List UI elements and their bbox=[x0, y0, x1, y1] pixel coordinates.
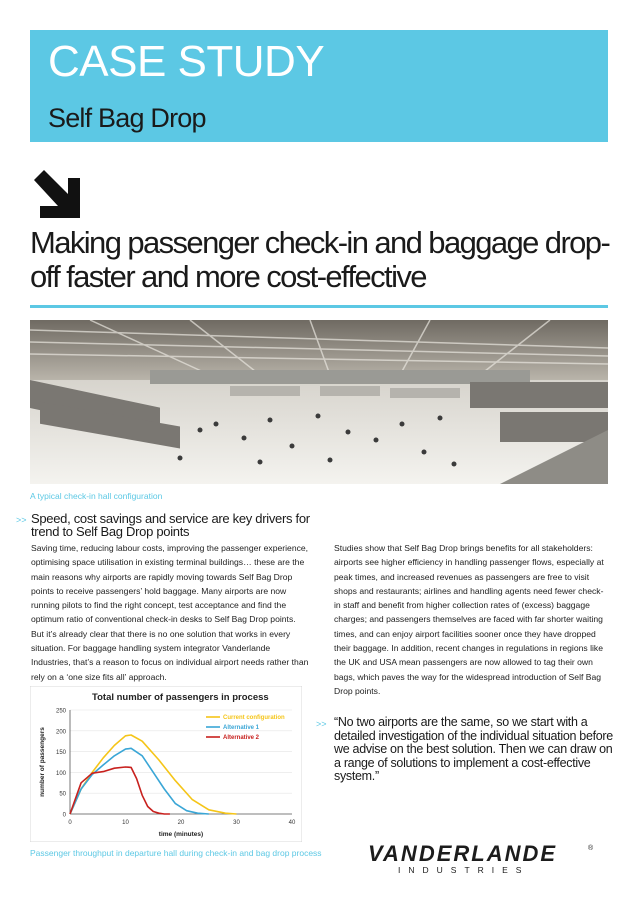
y-tick-label: 250 bbox=[55, 708, 66, 715]
left-body-text: Saving time, reducing labour costs, improving the passenger experience, optimising space utilisation in existing terminal buildings… these are the main reasons why airports are rapidly moving towards Self Bag Drop points to receive passengers’ hold baggage. Many airports are now running pilots to find the right concept, test acceptance and find the optimum ratio of conventional check-in desks to Self Bag Drop points. But it’s already clear that there is no one solution that works in every situation. For baggage handling system integrator Vanderlande Industries, that’s a reason to focus on individual airport needs rather than rely on a ‘one size fits all’ approach. bbox=[31, 543, 309, 682]
logo-name: VANDERLANDE bbox=[368, 841, 558, 866]
check-in-hall-photo bbox=[30, 320, 608, 484]
section-heading: Speed, cost savings and service are key drivers for trend to Self Bag Drop points bbox=[31, 511, 310, 539]
vanderlande-logo bbox=[368, 841, 598, 881]
y-tick-label: 50 bbox=[59, 791, 66, 798]
pull-quote: “No two airports are the same, so we start with a detailed investigation of the individual situation before we advise on the best solution. Then we can draw on a range of solutions to implement a cost-effective system.” bbox=[334, 715, 613, 783]
banner-subtitle: Self Bag Drop bbox=[48, 103, 206, 133]
legend-label-2: Alternative 1 bbox=[223, 725, 260, 732]
case-study-banner bbox=[30, 30, 608, 142]
x-tick-label: 40 bbox=[288, 820, 296, 826]
divider bbox=[30, 305, 608, 308]
x-tick-label: 0 bbox=[68, 820, 72, 826]
x-tick-label: 20 bbox=[177, 820, 185, 826]
chart-caption: Passenger throughput in departure hall during check-in and bag drop process bbox=[30, 848, 322, 858]
chart-title: Total number of passengers in process bbox=[92, 692, 269, 703]
x-tick-label: 10 bbox=[122, 820, 129, 826]
registered-mark: ® bbox=[588, 845, 594, 852]
chart-frame bbox=[30, 686, 302, 842]
x-axis-label: time (minutes) bbox=[158, 831, 204, 838]
y-tick-label: 200 bbox=[55, 729, 66, 736]
photo-caption: A typical check-in hall configuration bbox=[30, 491, 163, 501]
y-tick-label: 100 bbox=[55, 770, 66, 777]
legend-label-1: Current configuration bbox=[223, 715, 285, 722]
banner-title: CASE STUDY bbox=[48, 37, 325, 86]
quote-marker: >> bbox=[316, 719, 327, 729]
right-body-text: Studies show that Self Bag Drop brings benefits for all stakeholders: airports see higher efficiency in handling passenger flows, especially at peak times, and increased revenues as passengers are free to visit shops and restaurants; airlines and handling agents need fewer check-in staff and benefit from higher collection rates of (excess) baggage charges; and passengers themselves are faced with far shorter waiting times, and can enjoy airport facilities sooner once they have dropped their baggage. In addition, recent changes in regulations in regions like the UK and USA mean passengers are now allowed to tag their own bags, which paves the way for the widespread introduction of Self Bag Drop points. bbox=[334, 543, 604, 696]
logo-tagline: INDUSTRIES bbox=[398, 865, 530, 875]
arrow-down-right-icon bbox=[32, 168, 82, 222]
y-axis-label: number of passengers bbox=[39, 727, 46, 797]
legend-label-3: Alternative 2 bbox=[223, 735, 260, 742]
x-tick-label: 30 bbox=[233, 820, 240, 826]
section-marker: >> bbox=[16, 515, 27, 525]
y-tick-label: 150 bbox=[55, 750, 66, 757]
passengers-chart bbox=[30, 686, 302, 842]
y-tick-label: 0 bbox=[62, 812, 66, 819]
headline: Making passenger check-in and baggage drop-off faster and more cost-effective bbox=[30, 225, 610, 294]
